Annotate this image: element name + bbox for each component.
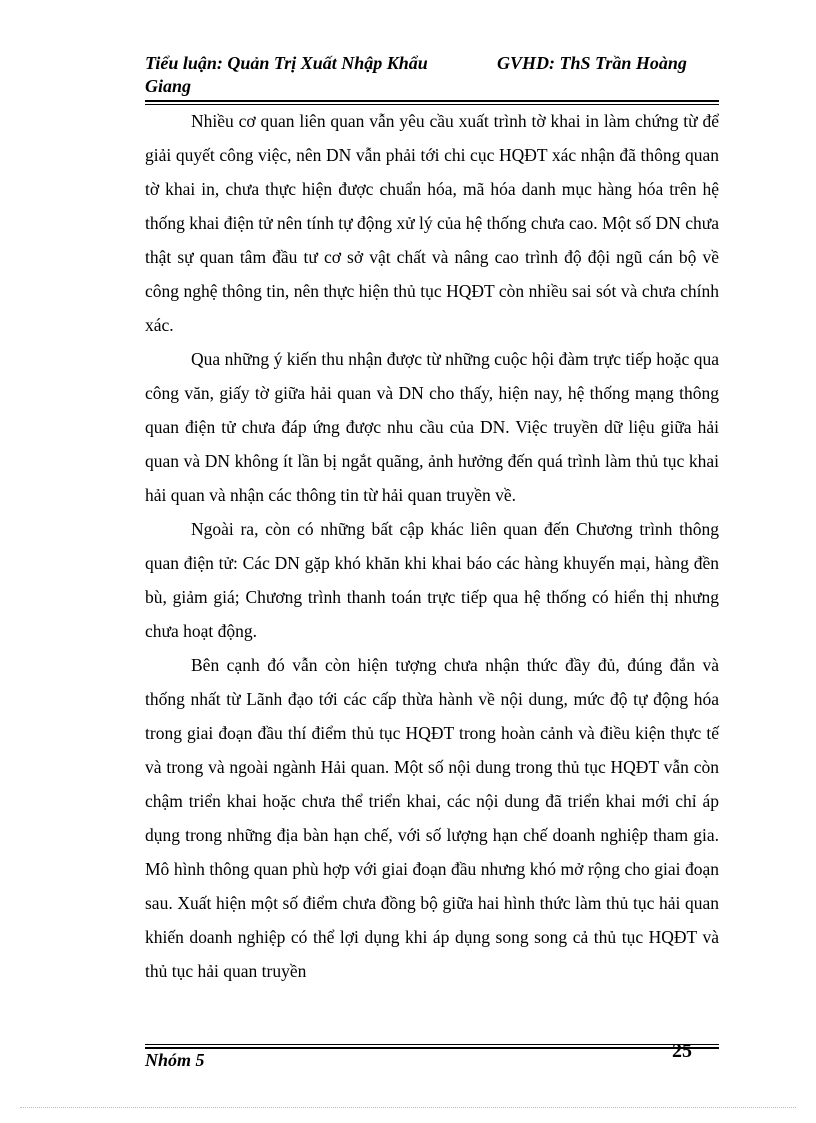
- paragraph: Nhiều cơ quan liên quan vẫn yêu cầu xuất trình tờ khai in làm chứng từ để giải quyết công việc, nên DN vẫn phải tới chi cục HQĐT xác nhận đã thông quan tờ khai in, chưa thực hiện được chuẩn hóa, mã hóa danh mục hàng hóa trên hệ thống khai điện tử nên tính tự động xử lý của hệ thống chưa cao. Một số DN chưa thật sự quan tâm đầu tư cơ sở vật chất và nâng cao trình độ đội ngũ cán bộ về công nghệ thông tin, nên thực hiện thủ tục HQĐT còn nhiều sai sót và chưa chính xác.: [145, 111, 719, 335]
- paragraph: Qua những ý kiến thu nhận được từ những cuộc hội đàm trực tiếp hoặc qua công văn, giấy tờ giữa hải quan và DN cho thấy, hiện nay, hệ thống mạng thông quan điện tử chưa đáp ứng được nhu cầu của DN. Việc truyền dữ liệu giữa hải quan và DN không ít lần bị ngắt quãng, ảnh hưởng đến quá trình làm thủ tục khai hải quan và nhận các thông tin từ hải quan truyền về.: [145, 349, 719, 505]
- page-bottom-edge: [20, 1107, 796, 1108]
- paragraph: Bên cạnh đó vẫn còn hiện tượng chưa nhận thức đầy đủ, đúng đắn và thống nhất từ Lãnh đạo tới các cấp thừa hành về nội dung, mức độ tự động hóa trong giai đoạn đầu thí điểm thủ tục HQĐT trong hoàn cảnh và điều kiện thực tế và trong và ngoài ngành Hải quan. Một số nội dung trong thủ tục HQĐT vẫn còn chậm triển khai hoặc chưa thể triển khai, các nội dung đã triển khai mới chỉ áp dụng trong những địa bàn hạn chế, với số lượng hạn chế doanh nghiệp tham gia. Mô hình thông quan phù hợp với giai đoạn đầu nhưng khó mở rộng cho giai đoạn sau. Xuất hiện một số điểm chưa đồng bộ giữa hai hình thức làm thủ tục hải quan khiến doanh nghiệp có thể lợi dụng khi áp dụng song song cả thủ tục HQĐT và thủ tục hải quan truyền: [145, 655, 719, 981]
- footer-group-label: Nhóm 5: [145, 1050, 205, 1070]
- header-advisor: GVHD: ThS Trần Hoàng: [497, 53, 687, 73]
- document-body: [145, 104, 719, 988]
- header-title-continuation: Giang: [145, 76, 192, 96]
- footer-divider: [145, 1044, 719, 1049]
- page-number: 25: [672, 1040, 692, 1062]
- header-title: Tiểu luận: Quản Trị Xuất Nhập Khẩu: [145, 53, 428, 73]
- paragraph: Ngoài ra, còn có những bất cập khác liên quan đến Chương trình thông quan điện tử: Các DN gặp khó khăn khi khai báo các hàng khuyến mại, hàng đền bù, giảm giá; Chương trình thanh toán trực tiếp qua hệ thống có hiển thị nhưng chưa hoạt động.: [145, 519, 719, 641]
